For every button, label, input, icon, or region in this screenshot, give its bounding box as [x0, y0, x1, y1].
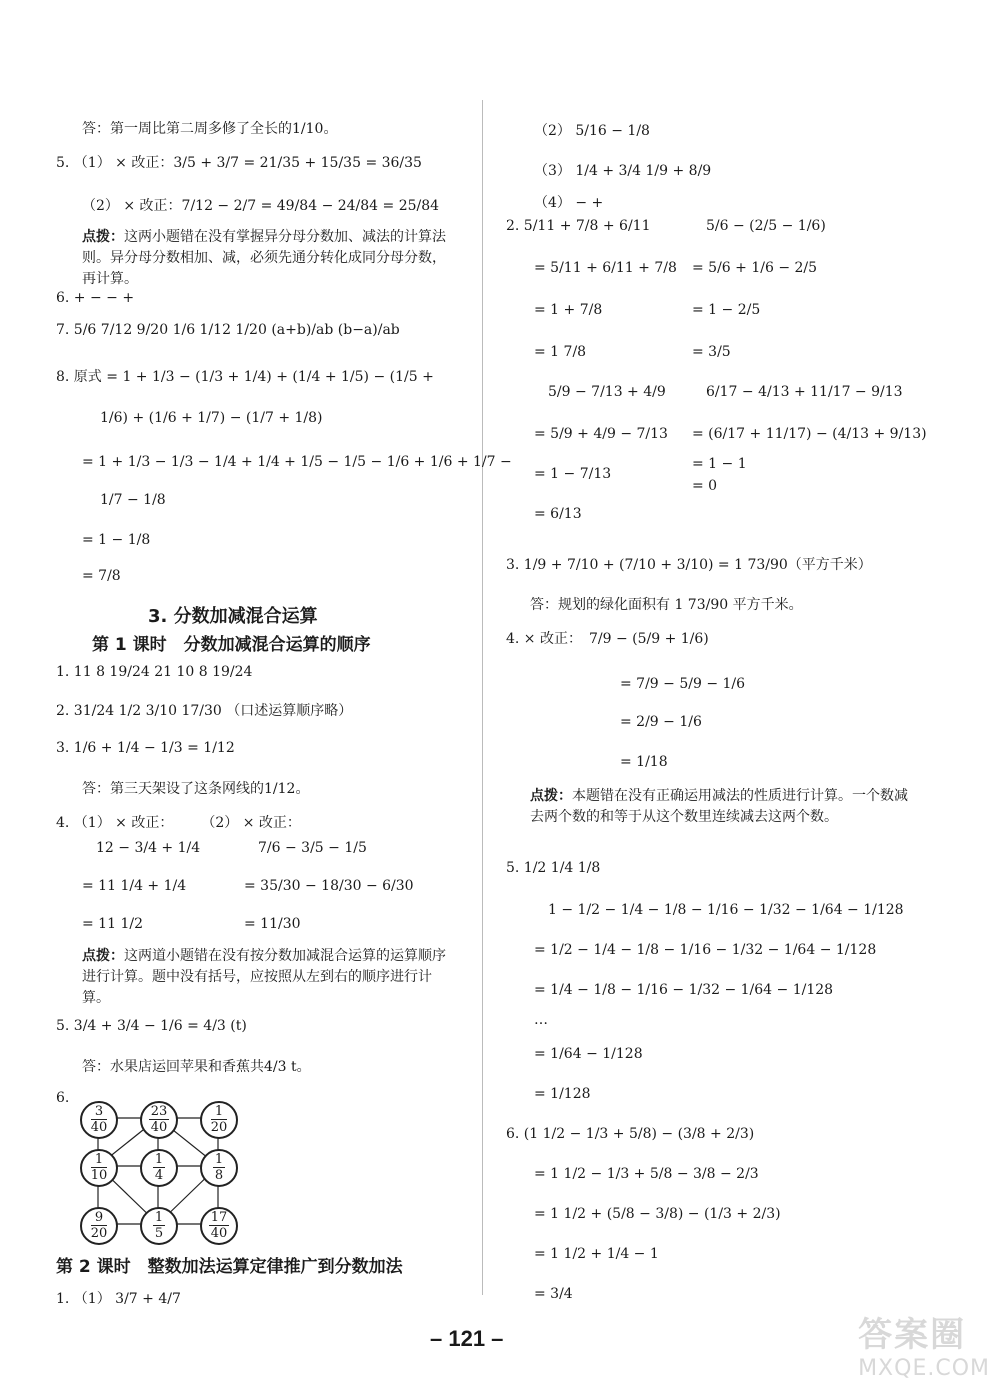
l1-q4a-line1: 12 − 3/4 + 1/4 — [96, 840, 201, 856]
diagram-node: $\frac{1}{20}$ — [200, 1101, 238, 1139]
r-q2b-l2: = 5/6 + 1/6 − 2/5 — [692, 260, 818, 276]
diagram-node: $\frac{1}{8}$ — [200, 1149, 238, 1187]
note-label: 点拨： — [530, 788, 572, 804]
watermark-logo — [858, 1307, 990, 1381]
q5-part1: 5. （1） × 改正：3/5 + 3/7 = 21/35 + 15/35 = 36/35 — [56, 155, 422, 171]
note-text: 本题错在没有正确运用减法的性质进行计算。一个数减去两个数的和等于从这个数里连续减去这两个数。 — [530, 788, 908, 825]
r-q5-l4: = 1/4 − 1/8 − 1/16 − 1/32 − 1/64 − 1/128 — [534, 982, 834, 998]
r-q5-l2: 1 − 1/2 − 1/4 − 1/8 − 1/16 − 1/32 − 1/64 − 1/128 — [548, 902, 904, 918]
r-q5-l5: … — [534, 1012, 548, 1028]
l1-q4b-line1: 7/6 − 3/5 − 1/5 — [258, 840, 367, 856]
q6: 6. + − − + — [56, 290, 135, 306]
r-q2c-l1: 5/9 − 7/13 + 4/9 — [548, 384, 666, 400]
q5-part2: （2） × 改正：7/12 − 2/7 = 49/84 − 24/84 = 25/84 — [82, 198, 440, 214]
r-q2b-l1: 5/6 − (2/5 − 1/6) — [706, 218, 826, 234]
note-3 — [530, 786, 910, 828]
note-text: 这两道小题错在没有按分数加减混合运算的运算顺序进行计算。题中没有括号，应按照从左到右的顺序进行计算。 — [82, 948, 446, 1006]
r-q1-3: （3） 1/4 + 3/4 1/9 + 8/9 — [534, 163, 712, 179]
l1-q1: 1. 11 8 19/24 21 10 8 19/24 — [56, 664, 253, 680]
lesson1-title: 第 1 课时 分数加减混合运算的顺序 — [92, 635, 371, 655]
l1-q3-answer: 答：第三天架设了这条网线的1/12。 — [82, 781, 310, 797]
r-q1-4: （4） − + — [534, 195, 604, 211]
q8-line4: 1/7 − 1/8 — [100, 492, 166, 508]
r-q5-l7: = 1/128 — [534, 1086, 591, 1102]
r-q4-l4: = 1/18 — [620, 754, 668, 770]
l1-q5-answer: 答：水果店运回苹果和香蕉共4/3 t。 — [82, 1059, 311, 1075]
r-q1-2: （2） 5/16 − 1/8 — [534, 123, 650, 139]
r-q2a-l4: = 1 7/8 — [534, 344, 587, 360]
note-1 — [82, 227, 452, 290]
lesson2-title: 第 2 课时 整数加法运算定律推广到分数加法 — [56, 1257, 403, 1277]
r-q2c-l2: = 5/9 + 4/9 − 7/13 — [534, 426, 668, 442]
note-label: 点拨： — [82, 948, 124, 964]
r-q4-l3: = 2/9 − 1/6 — [620, 714, 702, 730]
r-q2d-l3: = 1 − 1 — [692, 456, 747, 472]
r-q6-l5: = 3/4 — [534, 1286, 573, 1302]
diagram-node: $\frac{3}{40}$ — [80, 1101, 118, 1139]
q8-line6: = 7/8 — [82, 568, 121, 584]
l1-q4-head: 4. （1） × 改正： （2） × 改正： — [56, 815, 301, 831]
diagram-node: $\frac{1}{4}$ — [140, 1149, 178, 1187]
r-q5-l3: = 1/2 − 1/4 − 1/8 − 1/16 − 1/32 − 1/64 − 1/128 — [534, 942, 877, 958]
l1-q4b-line2: = 35/30 − 18/30 − 6/30 — [244, 878, 414, 894]
section-title: 3. 分数加减混合运算 — [148, 606, 318, 627]
l1-q6-label: 6. — [56, 1090, 70, 1106]
r-q2b-l3: = 1 − 2/5 — [692, 302, 761, 318]
diagram-node: $\frac{23}{40}$ — [140, 1101, 178, 1139]
diagram-node: $\frac{1}{5}$ — [140, 1207, 178, 1245]
r-q5-l6: = 1/64 − 1/128 — [534, 1046, 643, 1062]
column-divider — [482, 100, 483, 1295]
watermark-logo-mark: 答案圈 — [858, 1315, 967, 1355]
note-2 — [82, 946, 452, 1009]
q7: 7. 5/6 7/12 9/20 1/6 1/12 1/20 (a+b)/ab (b−a)/ab — [56, 322, 400, 338]
l2-q1: 1. （1） 3/7 + 4/7 — [56, 1291, 181, 1307]
r-q3-answer: 答：规划的绿化面积有 1 73/90 平方千米。 — [530, 597, 803, 613]
r-q6-l1: 6. (1 1/2 − 1/3 + 5/8) − (3/8 + 2/3) — [506, 1126, 755, 1142]
r-q2d-l1: 6/17 − 4/13 + 11/17 − 9/13 — [706, 384, 903, 400]
answer-line: 答：第一周比第二周多修了全长的1/10。 — [82, 121, 338, 137]
q8-line5: = 1 − 1/8 — [82, 532, 151, 548]
r-q2c-l3: = 1 − 7/13 — [534, 466, 612, 482]
diagram-node: $\frac{1}{10}$ — [80, 1149, 118, 1187]
diagram-node: $\frac{17}{40}$ — [200, 1207, 238, 1245]
r-q2d-l2: = (6/17 + 11/17) − (4/13 + 9/13) — [692, 426, 927, 442]
q8-line2: 1/6) + (1/6 + 1/7) − (1/7 + 1/8) — [100, 410, 323, 426]
r-q2a-l3: = 1 + 7/8 — [534, 302, 603, 318]
r-q5-l1: 5. 1/2 1/4 1/8 — [506, 860, 601, 876]
r-q2a-l1: 2. 5/11 + 7/8 + 6/11 — [506, 218, 651, 234]
r-q2c-l4: = 6/13 — [534, 506, 582, 522]
l1-q2: 2. 31/24 1/2 3/10 17/30 （口述运算顺序略） — [56, 703, 353, 719]
q8-line1: 8. 原式 = 1 + 1/3 − (1/3 + 1/4) + (1/4 + 1/5) − (1/5 + — [56, 369, 434, 385]
q8-line3: = 1 + 1/3 − 1/3 − 1/4 + 1/4 + 1/5 − 1/5 − 1/6 + 1/6 + 1/7 − — [82, 454, 512, 470]
r-q6-l3: = 1 1/2 + (5/8 − 3/8) − (1/3 + 2/3) — [534, 1206, 781, 1222]
l1-q5: 5. 3/4 + 3/4 − 1/6 = 4/3 (t) — [56, 1018, 247, 1034]
r-q2d-l4: = 0 — [692, 478, 718, 494]
l1-q4a-line2: = 11 1/4 + 1/4 — [82, 878, 187, 894]
r-q4-l1: 4. × 改正： 7/9 − (5/9 + 1/6) — [506, 631, 709, 647]
r-q2a-l2: = 5/11 + 6/11 + 7/8 — [534, 260, 677, 276]
l1-q4a-line3: = 11 1/2 — [82, 916, 143, 932]
r-q4-l2: = 7/9 − 5/9 − 1/6 — [620, 676, 746, 692]
r-q2b-l4: = 3/5 — [692, 344, 731, 360]
diagram-node: $\frac{9}{20}$ — [80, 1207, 118, 1245]
watermark-logo-url: MXQE.COM — [858, 1356, 990, 1381]
l1-q4b-line3: = 11/30 — [244, 916, 301, 932]
r-q6-l4: = 1 1/2 + 1/4 − 1 — [534, 1246, 659, 1262]
note-text: 这两小题错在没有掌握异分母分数加、减法的计算法则。异分母分数相加、减，必须先通分转化成同分母分数，再计算。 — [82, 229, 446, 287]
r-q6-l2: = 1 1/2 − 1/3 + 5/8 − 3/8 − 2/3 — [534, 1166, 759, 1182]
r-q3: 3. 1/9 + 7/10 + (7/10 + 3/10) = 1 73/90（平方千米） — [506, 557, 872, 573]
l1-q3: 3. 1/6 + 1/4 − 1/3 = 1/12 — [56, 740, 235, 756]
note-label: 点拨： — [82, 229, 124, 245]
page-number: – 121 – — [430, 1326, 504, 1351]
